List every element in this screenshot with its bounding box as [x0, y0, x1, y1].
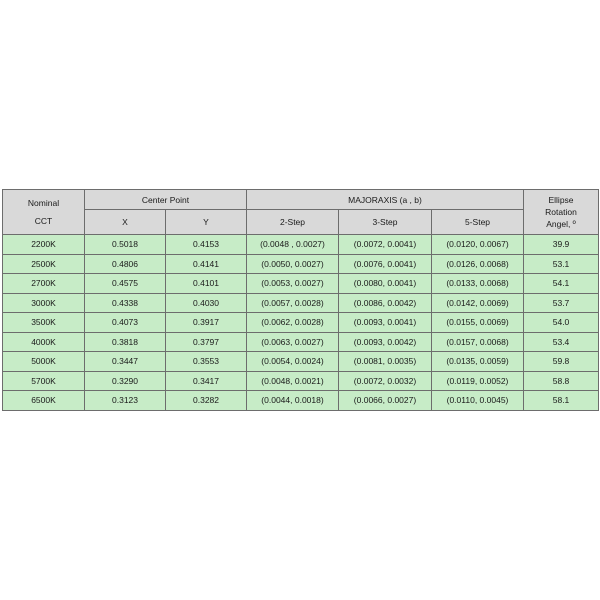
cell-cct: 2200K	[3, 235, 85, 255]
table-row	[3, 274, 599, 294]
cell-y: 0.3553	[166, 352, 247, 372]
cell-angle: 54.1	[524, 274, 599, 294]
cell-x: 0.4806	[85, 254, 166, 274]
cell-y: 0.3282	[166, 391, 247, 411]
cell-angle: 54.0	[524, 313, 599, 333]
cell-cct: 2700K	[3, 274, 85, 294]
cell-2-step: (0.0048 , 0.0027)	[247, 235, 339, 255]
cell-cct: 4000K	[3, 332, 85, 352]
cell-cct: 5700K	[3, 371, 85, 391]
cell-x: 0.3290	[85, 371, 166, 391]
cell-2-step: (0.0050, 0.0027)	[247, 254, 339, 274]
cell-angle: 53.1	[524, 254, 599, 274]
cell-x: 0.4338	[85, 293, 166, 313]
cell-y: 0.4153	[166, 235, 247, 255]
cell-cct: 3500K	[3, 313, 85, 333]
table-row	[3, 313, 599, 333]
cell-cct: 3000K	[3, 293, 85, 313]
cell-3-step: (0.0076, 0.0041)	[339, 254, 432, 274]
cell-x: 0.3447	[85, 352, 166, 372]
cell-x: 0.3818	[85, 332, 166, 352]
cell-2-step: (0.0054, 0.0024)	[247, 352, 339, 372]
cell-3-step: (0.0093, 0.0041)	[339, 313, 432, 333]
cell-cct: 2500K	[3, 254, 85, 274]
cell-3-step: (0.0072, 0.0041)	[339, 235, 432, 255]
cell-5-step: (0.0135, 0.0059)	[432, 352, 524, 372]
cell-3-step: (0.0072, 0.0032)	[339, 371, 432, 391]
cell-x: 0.5018	[85, 235, 166, 255]
table-row	[3, 371, 599, 391]
header-3-step: 3-Step	[339, 210, 432, 235]
header-2-step: 2-Step	[247, 210, 339, 235]
table-row	[3, 254, 599, 274]
cell-x: 0.3123	[85, 391, 166, 411]
table-row	[3, 332, 599, 352]
cell-2-step: (0.0053, 0.0027)	[247, 274, 339, 294]
cell-angle: 59.8	[524, 352, 599, 372]
header-ellipse-rotation-line1: Ellipse	[548, 195, 574, 205]
header-nominal-cct-line2: CCT	[34, 216, 53, 226]
ellipse-spec-table	[2, 189, 599, 411]
cell-3-step: (0.0066, 0.0027)	[339, 391, 432, 411]
header-ellipse-rotation	[524, 190, 599, 235]
cell-cct: 5000K	[3, 352, 85, 372]
cell-5-step: (0.0126, 0.0068)	[432, 254, 524, 274]
cell-angle: 53.4	[524, 332, 599, 352]
cell-angle: 39.9	[524, 235, 599, 255]
cell-2-step: (0.0048, 0.0021)	[247, 371, 339, 391]
cell-angle: 58.1	[524, 391, 599, 411]
header-ellipse-rotation-line3: Angel, º	[546, 219, 576, 229]
cell-5-step: (0.0119, 0.0052)	[432, 371, 524, 391]
cell-angle: 58.8	[524, 371, 599, 391]
cell-3-step: (0.0080, 0.0041)	[339, 274, 432, 294]
table-row	[3, 352, 599, 372]
cell-cct: 6500K	[3, 391, 85, 411]
header-major-axis: MAJORAXIS (a , b)	[247, 190, 524, 210]
cell-x: 0.4073	[85, 313, 166, 333]
header-x: X	[85, 210, 166, 235]
cell-x: 0.4575	[85, 274, 166, 294]
cell-5-step: (0.0133, 0.0068)	[432, 274, 524, 294]
table-row	[3, 391, 599, 411]
header-nominal-cct	[3, 190, 85, 235]
header-nominal-cct-line1: Nominal	[27, 198, 60, 208]
cell-y: 0.4101	[166, 274, 247, 294]
table-row	[3, 293, 599, 313]
cell-5-step: (0.0157, 0.0068)	[432, 332, 524, 352]
cell-2-step: (0.0062, 0.0028)	[247, 313, 339, 333]
cell-y: 0.3917	[166, 313, 247, 333]
header-y: Y	[166, 210, 247, 235]
cell-y: 0.3417	[166, 371, 247, 391]
cell-5-step: (0.0120, 0.0067)	[432, 235, 524, 255]
cell-2-step: (0.0057, 0.0028)	[247, 293, 339, 313]
cell-y: 0.4141	[166, 254, 247, 274]
cell-2-step: (0.0044, 0.0018)	[247, 391, 339, 411]
cell-5-step: (0.0142, 0.0069)	[432, 293, 524, 313]
cell-3-step: (0.0081, 0.0035)	[339, 352, 432, 372]
cell-3-step: (0.0086, 0.0042)	[339, 293, 432, 313]
header-ellipse-rotation-line2: Rotation	[545, 207, 577, 217]
header-center-point: Center Point	[85, 190, 247, 210]
header-5-step: 5-Step	[432, 210, 524, 235]
table-row	[3, 235, 599, 255]
cell-y: 0.4030	[166, 293, 247, 313]
cell-5-step: (0.0110, 0.0045)	[432, 391, 524, 411]
cell-5-step: (0.0155, 0.0069)	[432, 313, 524, 333]
cell-3-step: (0.0093, 0.0042)	[339, 332, 432, 352]
cell-y: 0.3797	[166, 332, 247, 352]
cell-2-step: (0.0063, 0.0027)	[247, 332, 339, 352]
cell-angle: 53.7	[524, 293, 599, 313]
